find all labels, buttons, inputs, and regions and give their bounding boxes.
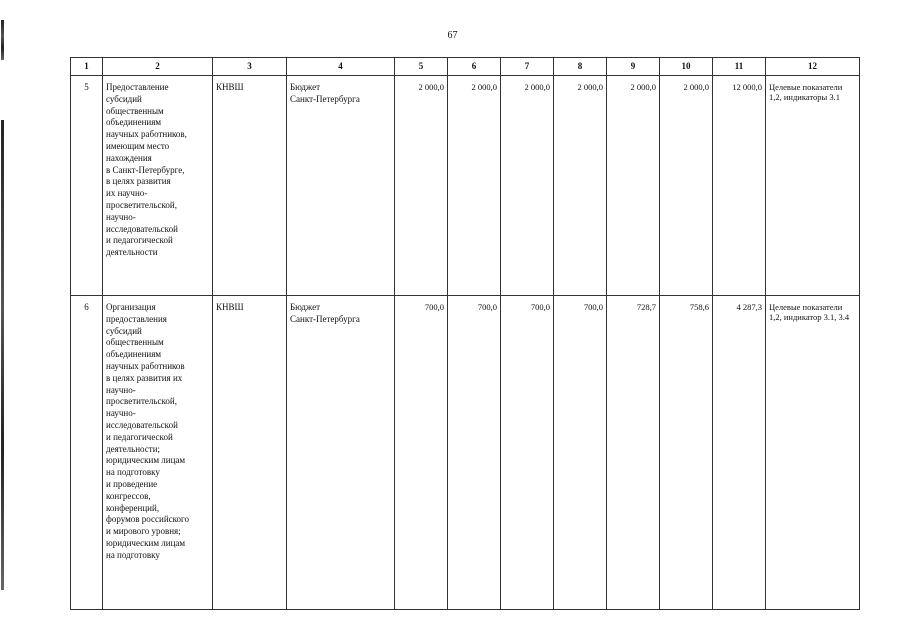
table-row bbox=[71, 76, 860, 296]
amount-cell: 2 000,0 bbox=[501, 76, 554, 296]
column-header: 5 bbox=[395, 58, 448, 76]
amount-cell: 728,7 bbox=[607, 296, 660, 610]
amount-cell: 2 000,0 bbox=[660, 76, 713, 296]
column-header: 7 bbox=[501, 58, 554, 76]
indicators-cell: Целевые показатели 1,2, индикатор 3.1, 3.4 bbox=[766, 296, 860, 610]
table-header-row bbox=[71, 58, 860, 76]
column-header: 10 bbox=[660, 58, 713, 76]
table-row bbox=[71, 296, 860, 610]
executor-cell: КНВШ bbox=[213, 76, 287, 296]
indicators-cell: Целевые показатели 1,2, индикаторы 3.1 bbox=[766, 76, 860, 296]
amount-cell: 2 000,0 bbox=[448, 76, 501, 296]
amount-cell: 758,6 bbox=[660, 296, 713, 610]
row-number: 6 bbox=[71, 296, 103, 610]
column-header: 8 bbox=[554, 58, 607, 76]
total-amount-cell: 4 287,3 bbox=[713, 296, 766, 610]
row-number: 5 bbox=[71, 76, 103, 296]
amount-cell: 2 000,0 bbox=[395, 76, 448, 296]
amount-cell: 2 000,0 bbox=[607, 76, 660, 296]
funding-source-cell: Бюджет Санкт-Петербурга bbox=[287, 296, 395, 610]
amount-cell: 700,0 bbox=[448, 296, 501, 610]
column-header: 6 bbox=[448, 58, 501, 76]
scan-edge-mark bbox=[1, 120, 4, 590]
column-header: 1 bbox=[71, 58, 103, 76]
amount-cell: 700,0 bbox=[395, 296, 448, 610]
column-header: 3 bbox=[213, 58, 287, 76]
column-header: 12 bbox=[766, 58, 860, 76]
measure-description: Организация предоставления субсидий общественным объединениям научных работников в целях развития их научно- просветительской, научно- исследовательской и педагогической деятельности; юридическим лицам на подготовку и проведение конгрессов, конференций, форумов российского и мирового уровня; юридическим лицам на подготовку bbox=[103, 296, 213, 610]
amount-cell: 700,0 bbox=[501, 296, 554, 610]
amount-cell: 700,0 bbox=[554, 296, 607, 610]
executor-cell: КНВШ bbox=[213, 296, 287, 610]
column-header: 2 bbox=[103, 58, 213, 76]
measure-description: Предоставление субсидий общественным объединениям научных работников, имеющим место нахождения в Санкт-Петербурге, в целях развития их научно- просветительской, научно- исследовательской и педагогической деятельности bbox=[103, 76, 213, 296]
page-number: 67 bbox=[447, 30, 458, 41]
funding-source-cell: Бюджет Санкт-Петербурга bbox=[287, 76, 395, 296]
column-header: 4 bbox=[287, 58, 395, 76]
column-header: 11 bbox=[713, 58, 766, 76]
column-header: 9 bbox=[607, 58, 660, 76]
amount-cell: 2 000,0 bbox=[554, 76, 607, 296]
scan-edge-mark bbox=[1, 20, 4, 60]
total-amount-cell: 12 000,0 bbox=[713, 76, 766, 296]
budget-table bbox=[70, 57, 860, 610]
